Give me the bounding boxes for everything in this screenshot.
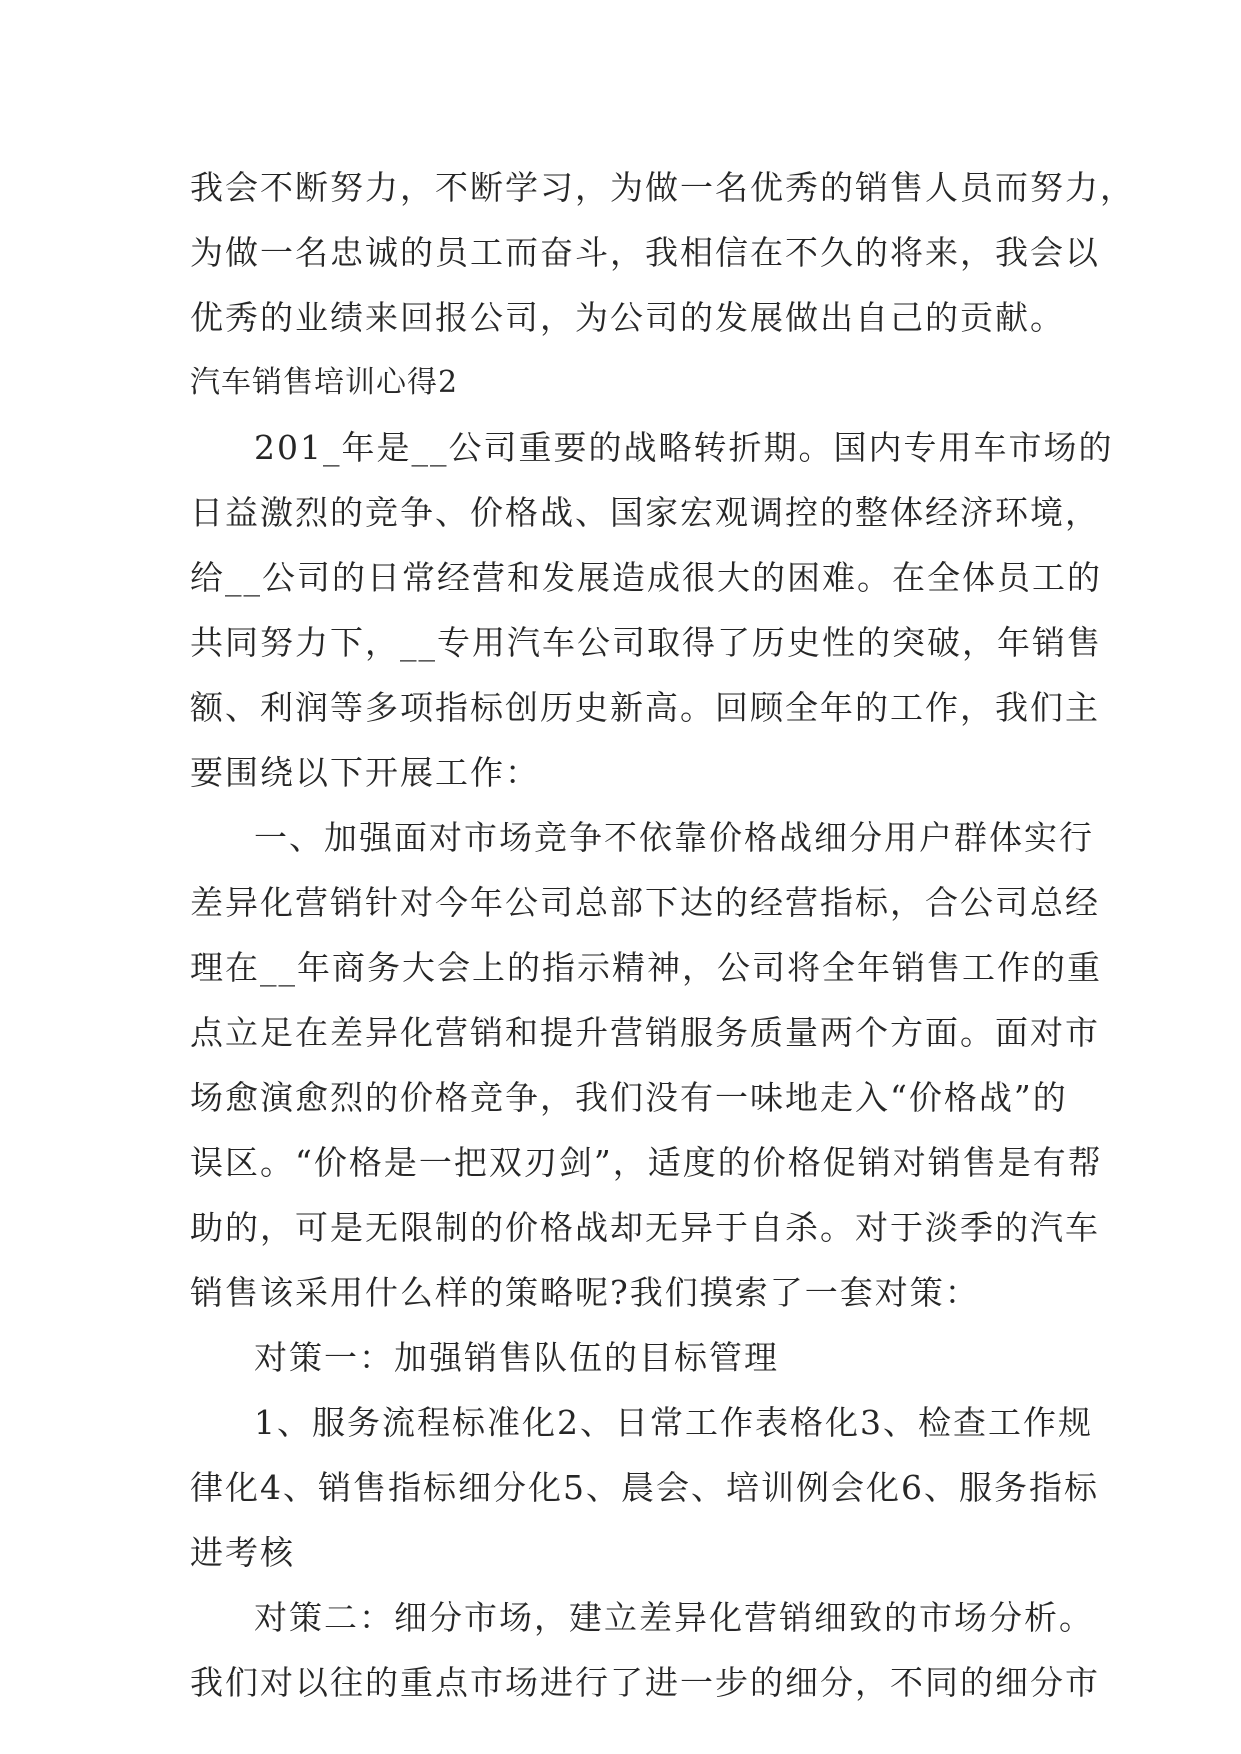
text-line: 助的，可是无限制的价格战却无异于自杀。对于淡季的汽车 xyxy=(190,1208,1100,1247)
text-line: 进考核 xyxy=(190,1533,295,1572)
text-line: 我会不断努力，不断学习，为做一名优秀的销售人员而努力， xyxy=(190,168,1135,207)
text-line: 一、加强面对市场竞争不依靠价格战细分用户群体实行 xyxy=(254,818,1094,857)
text-line: 为做一名忠诚的员工而奋斗，我相信在不久的将来，我会以 xyxy=(190,233,1100,272)
body-text xyxy=(190,155,1135,1715)
text-line: 我们对以往的重点市场进行了进一步的细分，不同的细分市 xyxy=(190,1663,1100,1702)
text-line: 给__公司的日常经营和发展造成很大的困难。在全体员工的 xyxy=(190,558,1102,597)
text-line: 日益激烈的竞争、价格战、国家宏观调控的整体经济环境， xyxy=(190,493,1100,532)
text-line: 差异化营销针对今年公司总部下达的经营指标，合公司总经 xyxy=(190,883,1100,922)
text-line: 优秀的业绩来回报公司，为公司的发展做出自己的贡献。 xyxy=(190,298,1065,337)
text-line: 对策二：细分市场，建立差异化营销细致的市场分析。 xyxy=(254,1598,1094,1637)
text-line: 额、利润等多项指标创历史新高。回顾全年的工作，我们主 xyxy=(190,688,1100,727)
section-heading: 汽车销售培训心得2 xyxy=(190,365,459,400)
text-line: 理在__年商务大会上的指示精神，公司将全年销售工作的重 xyxy=(190,948,1102,987)
text-line: 共同努力下，__专用汽车公司取得了历史性的突破，年销售 xyxy=(190,623,1102,662)
text-line: 场愈演愈烈的价格竞争，我们没有一味地走入“价格战”的 xyxy=(190,1078,1068,1117)
text-line: 律化4、销售指标细分化5、晨会、培训例会化6、服务指标 xyxy=(190,1468,1099,1507)
text-line: 误区。“价格是一把双刃剑”，适度的价格促销对销售是有帮 xyxy=(190,1143,1103,1182)
text-line: 201_年是__公司重要的战略转折期。国内专用车市场的 xyxy=(254,428,1114,467)
text-line: 要围绕以下开展工作： xyxy=(190,753,540,792)
text-line: 1、服务流程标准化2、日常工作表格化3、检查工作规 xyxy=(254,1403,1093,1442)
text-line: 点立足在差异化营销和提升营销服务质量两个方面。面对市 xyxy=(190,1013,1100,1052)
text-line: 对策一：加强销售队伍的目标管理 xyxy=(254,1338,779,1377)
text-line: 销售该采用什么样的策略呢?我们摸索了一套对策： xyxy=(190,1273,980,1312)
